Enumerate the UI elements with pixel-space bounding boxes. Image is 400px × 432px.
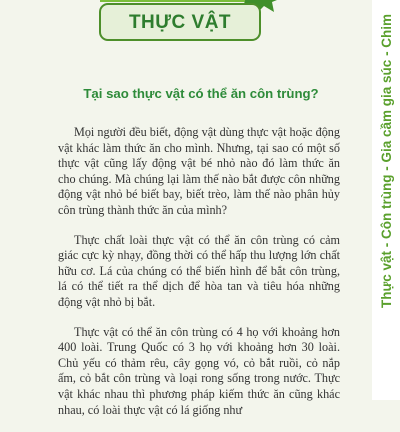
section-banner	[70, 0, 290, 44]
side-tab-strip	[372, 0, 400, 400]
paragraph-1: Mọi người đều biết, động vật dùng thực vật hoặc động vật khác làm thức ăn cho mình. Nhưng, tại sao có một số thực vật cũng lấy động vật bé nhỏ nào đó làm thức ăn cho chúng. Mà chúng lại làm thế nào bắt được côn những động vật nhỏ bé biết bay, biết trèo, làm thế nào phân hủy côn trùng thành thức ăn của mình?	[58, 125, 340, 217]
side-category-label: Thực vật - Côn trùng - Gia cầm gia súc - Chim	[379, 14, 394, 309]
paragraph-2: Thực chất loài thực vật có thể ăn côn trùng có cảm giác cực kỳ nhạy, đồng thời có thể hấp thu lượng lớn chất hữu cơ. Lá của chúng có thể biến hình để bắt côn trùng, lá có thể tiết ra thể dịch để hòa tan và tiêu hóa những động vật nhỏ bị bắt.	[58, 232, 340, 309]
banner-title: THỰC VẬT	[128, 12, 232, 33]
paragraph-3: Thực vật có thể ăn côn trùng có 4 họ với khoảng hơn 400 loài. Trung Quốc có 3 họ với khoảng hơn 30 loài. Chủ yếu có thảm rêu, cây gọng vó, cỏ bắt ruồi, cỏ nắp ấm, cỏ bắt côn trùng và loại rong sống trong nước. Thực vật khác nhau thì phương pháp kiếm thức ăn cũng khác nhau, có loài thực vật có lá giống như	[58, 324, 340, 417]
article-question: Tại sao thực vật có thể ăn côn trùng?	[83, 86, 319, 101]
article-body	[58, 125, 340, 432]
